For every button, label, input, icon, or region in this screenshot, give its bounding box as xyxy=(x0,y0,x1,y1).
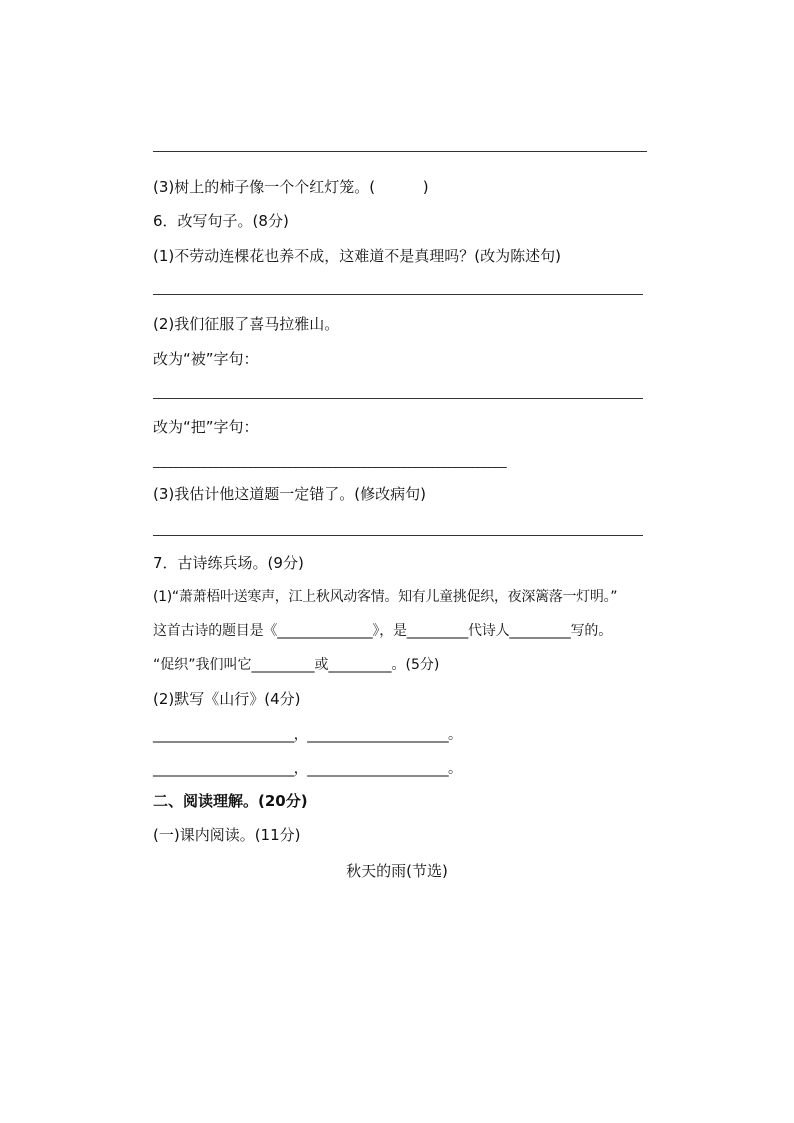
poem-line-2: ______________________，______________________。 xyxy=(153,761,462,777)
q7-item1-line2: 这首古诗的题目是《______________》，是_________代诗人_________写的。 xyxy=(153,623,612,639)
answer-line xyxy=(153,294,643,295)
q6-item2-bei-label: 改为“被”字句： xyxy=(153,350,259,368)
answer-line xyxy=(153,151,647,152)
q6-item1: (1)不劳动连棵花也养不成，这难道不是真理吗？(改为陈述句) xyxy=(153,247,561,265)
answer-line xyxy=(153,398,643,399)
q6-heading: 6．改写句子。(8分) xyxy=(153,212,289,230)
q6-item3: (3)我估计他这道题一定错了。(修改病句) xyxy=(153,485,426,503)
passage-title: 秋天的雨(节选) xyxy=(346,862,448,880)
poem-line-1: ______________________，______________________。 xyxy=(153,727,462,743)
answer-line xyxy=(153,535,643,536)
section2-heading: 二、阅读理解。(20分) xyxy=(153,792,308,810)
q6-item2: (2)我们征服了喜马拉雅山。 xyxy=(153,315,340,333)
q7-item2: (2)默写《山行》(4分) xyxy=(153,690,301,708)
q5-item3: (3)树上的柿子像一个个红灯笼。( ) xyxy=(153,178,429,196)
section2-sub1: (一)课内阅读。(11分) xyxy=(153,826,301,844)
q6-item2-ba-blank: ______________________________________________________________ xyxy=(153,454,507,468)
q7-item1-line3: “促织”我们叫它_________或_________。(5分) xyxy=(153,657,440,673)
q7-item1-line1: (1)“萧萧梧叶送寒声，江上秋风动客情。知有儿童挑促织，夜深篱落一灯明。” xyxy=(153,589,618,605)
q7-heading: 7．古诗练兵场。(9分) xyxy=(153,554,304,572)
q6-item2-ba-label: 改为“把”字句： xyxy=(153,418,259,436)
